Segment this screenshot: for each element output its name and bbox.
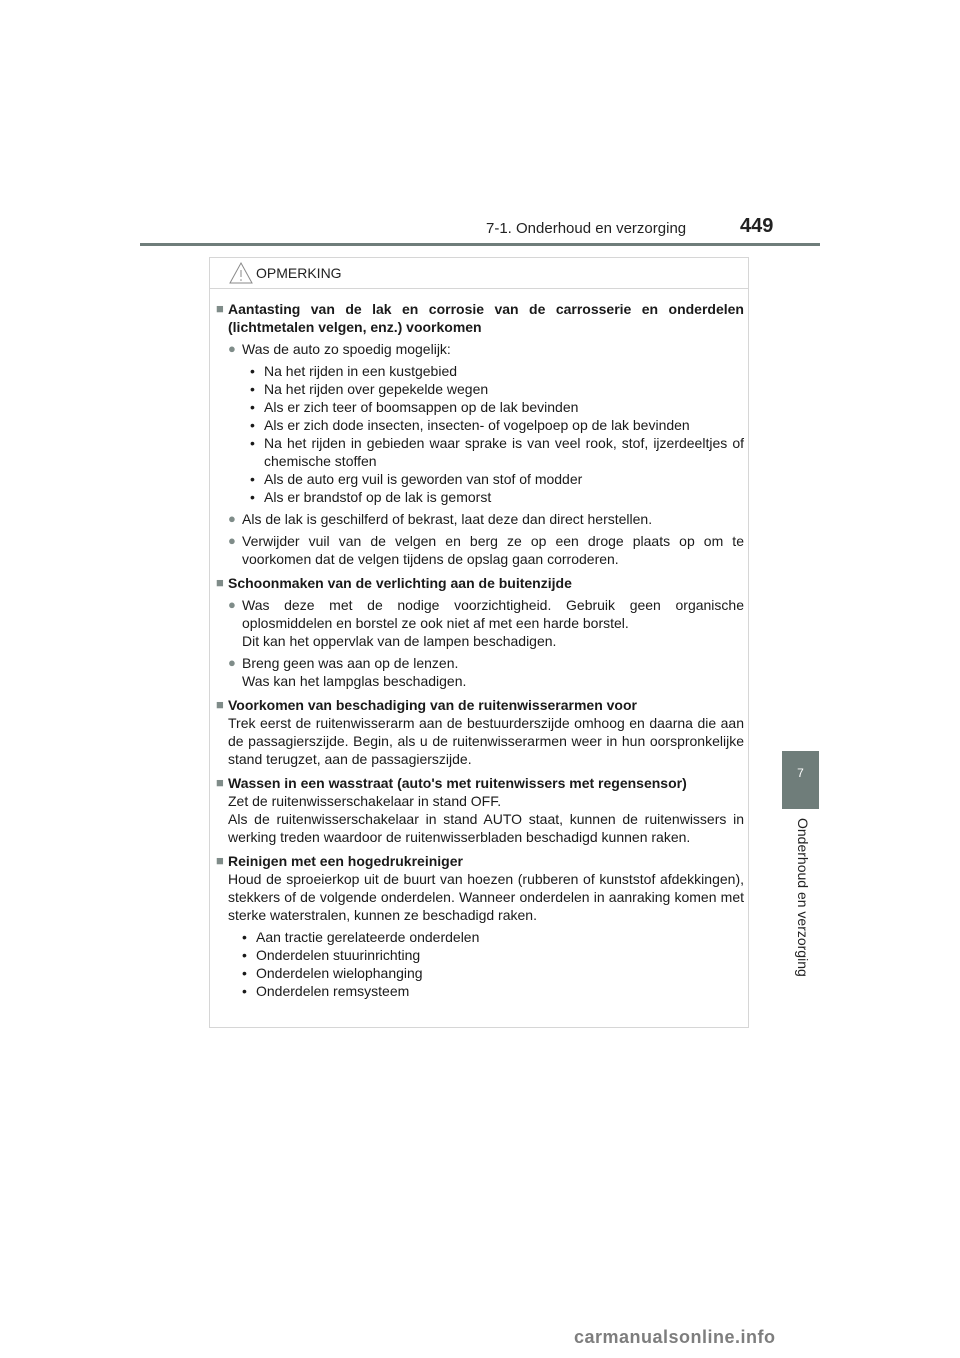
warning-triangle-icon — [228, 261, 254, 285]
chapter-label: Onderhoud en verzorging — [795, 818, 811, 977]
item-text: Als de lak is geschilferd of bekrast, laat deze dan direct herstellen. — [242, 511, 653, 527]
notice-content — [216, 300, 744, 1006]
section-title: Reinigen met een hogedrukreiniger — [228, 853, 463, 869]
square-bullet-icon: ■ — [216, 697, 224, 712]
bullet-item: • Als er brandstof op de lak is gemorst — [250, 489, 492, 505]
round-bullet-icon: ● — [228, 597, 236, 612]
bullet-item: • Onderdelen stuurinrichting — [242, 947, 421, 963]
notice-header — [210, 258, 748, 289]
square-bullet-icon: ■ — [216, 853, 224, 868]
square-bullet-icon: ■ — [216, 775, 224, 790]
bullet-item: • Als de auto erg vuil is geworden van stof of modder — [250, 471, 583, 487]
round-bullet-icon: ● — [228, 533, 236, 548]
section-title: Aantasting van de lak en corrosie van de carrosserie en onderdelen (lichtmetalen velgen, enz.) voorkomen — [228, 301, 744, 335]
bullet-item: • Als er zich teer of boomsappen op de lak bevinden — [250, 399, 579, 415]
square-bullet-icon: ■ — [216, 301, 224, 316]
paragraph: Zet de ruitenwisserschakelaar in stand OFF. — [228, 793, 502, 809]
paragraph: Als de ruitenwisserschakelaar in stand AUTO staat, kunnen de ruitenwissers in werking treden waardoor de ruitenwisserbladen beschadigd kunnen raken. — [228, 811, 744, 845]
list-item — [228, 340, 744, 506]
bullet-item: • Als er zich dode insecten, insecten- of vogelpoep op de lak bevinden — [250, 417, 690, 433]
bullet-list — [242, 362, 744, 506]
page-number: 449 — [740, 215, 774, 237]
section-pressure-washer — [216, 852, 744, 1000]
section-exterior-lights — [216, 574, 744, 690]
section-title: Wassen in een wasstraat (auto's met ruitenwissers met regensensor) — [228, 775, 687, 791]
item-text: Was kan het lampglas beschadigen. — [242, 673, 467, 689]
item-text: Dit kan het oppervlak van de lampen beschadigen. — [242, 633, 557, 649]
bullet-list — [228, 928, 744, 1000]
section-title: 7-1. Onderhoud en verzorging — [486, 220, 687, 237]
paragraph: Trek eerst de ruitenwisserarm aan de bestuurderszijde omhoog en daarna die aan de passagierszijde. Begin, als u de ruitenwisserarmen weer in hun oorspronkelijke stand terugzet, aan de passagierszijde. — [228, 715, 744, 767]
paragraph: Houd de sproeierkop uit de buurt van hoezen (rubberen of kunststof afdekkingen), stekkers of de volgende onderdelen. Wanneer onderdelen in aanraking komen met sterke waterstralen, kunnen ze beschadigd raken. — [228, 871, 744, 923]
bullet-item: • Na het rijden in gebieden waar sprake is van veel rook, stof, ijzerdeeltjes of chemische stoffen — [250, 435, 744, 469]
section-car-wash — [216, 774, 744, 846]
square-bullet-icon: ■ — [216, 575, 224, 590]
list-item — [228, 654, 744, 690]
list-item — [228, 510, 744, 528]
notice-box — [209, 257, 749, 1028]
item-text: Breng geen was aan op de lenzen. — [242, 655, 459, 671]
bullet-item: • Onderdelen remsysteem — [242, 983, 410, 999]
header-rule — [140, 243, 820, 246]
round-bullet-icon: ● — [228, 655, 236, 670]
round-bullet-icon: ● — [228, 341, 236, 356]
bullet-item: • Onderdelen wielophanging — [242, 965, 423, 981]
chapter-tab: 7 — [782, 751, 819, 809]
section-title: Schoonmaken van de verlichting aan de buitenzijde — [228, 575, 572, 591]
list-item — [228, 532, 744, 568]
section-paint-corrosion — [216, 300, 744, 568]
item-text: Was de auto zo spoedig mogelijk: — [242, 341, 451, 357]
notice-title: OPMERKING — [256, 265, 342, 281]
round-bullet-icon: ● — [228, 511, 236, 526]
list-item — [228, 596, 744, 650]
bullet-item: • Aan tractie gerelateerde onderdelen — [242, 929, 480, 945]
item-text: Verwijder vuil van de velgen en berg ze op een droge plaats op om te voorkomen dat de velgen tijdens de opslag gaan corroderen. — [242, 533, 744, 567]
item-text: Was deze met de nodige voorzichtigheid. Gebruik geen organische oplosmiddelen en borstel ze ook niet af met een harde borstel. — [242, 597, 744, 631]
watermark: carmanualsonline.info — [574, 1327, 776, 1347]
section-wiper-arms — [216, 696, 744, 768]
section-title: Voorkomen van beschadiging van de ruitenwisserarmen voor — [228, 697, 637, 713]
bullet-item: • Na het rijden in een kustgebied — [250, 363, 458, 379]
bullet-item: • Na het rijden over gepekelde wegen — [250, 381, 489, 397]
